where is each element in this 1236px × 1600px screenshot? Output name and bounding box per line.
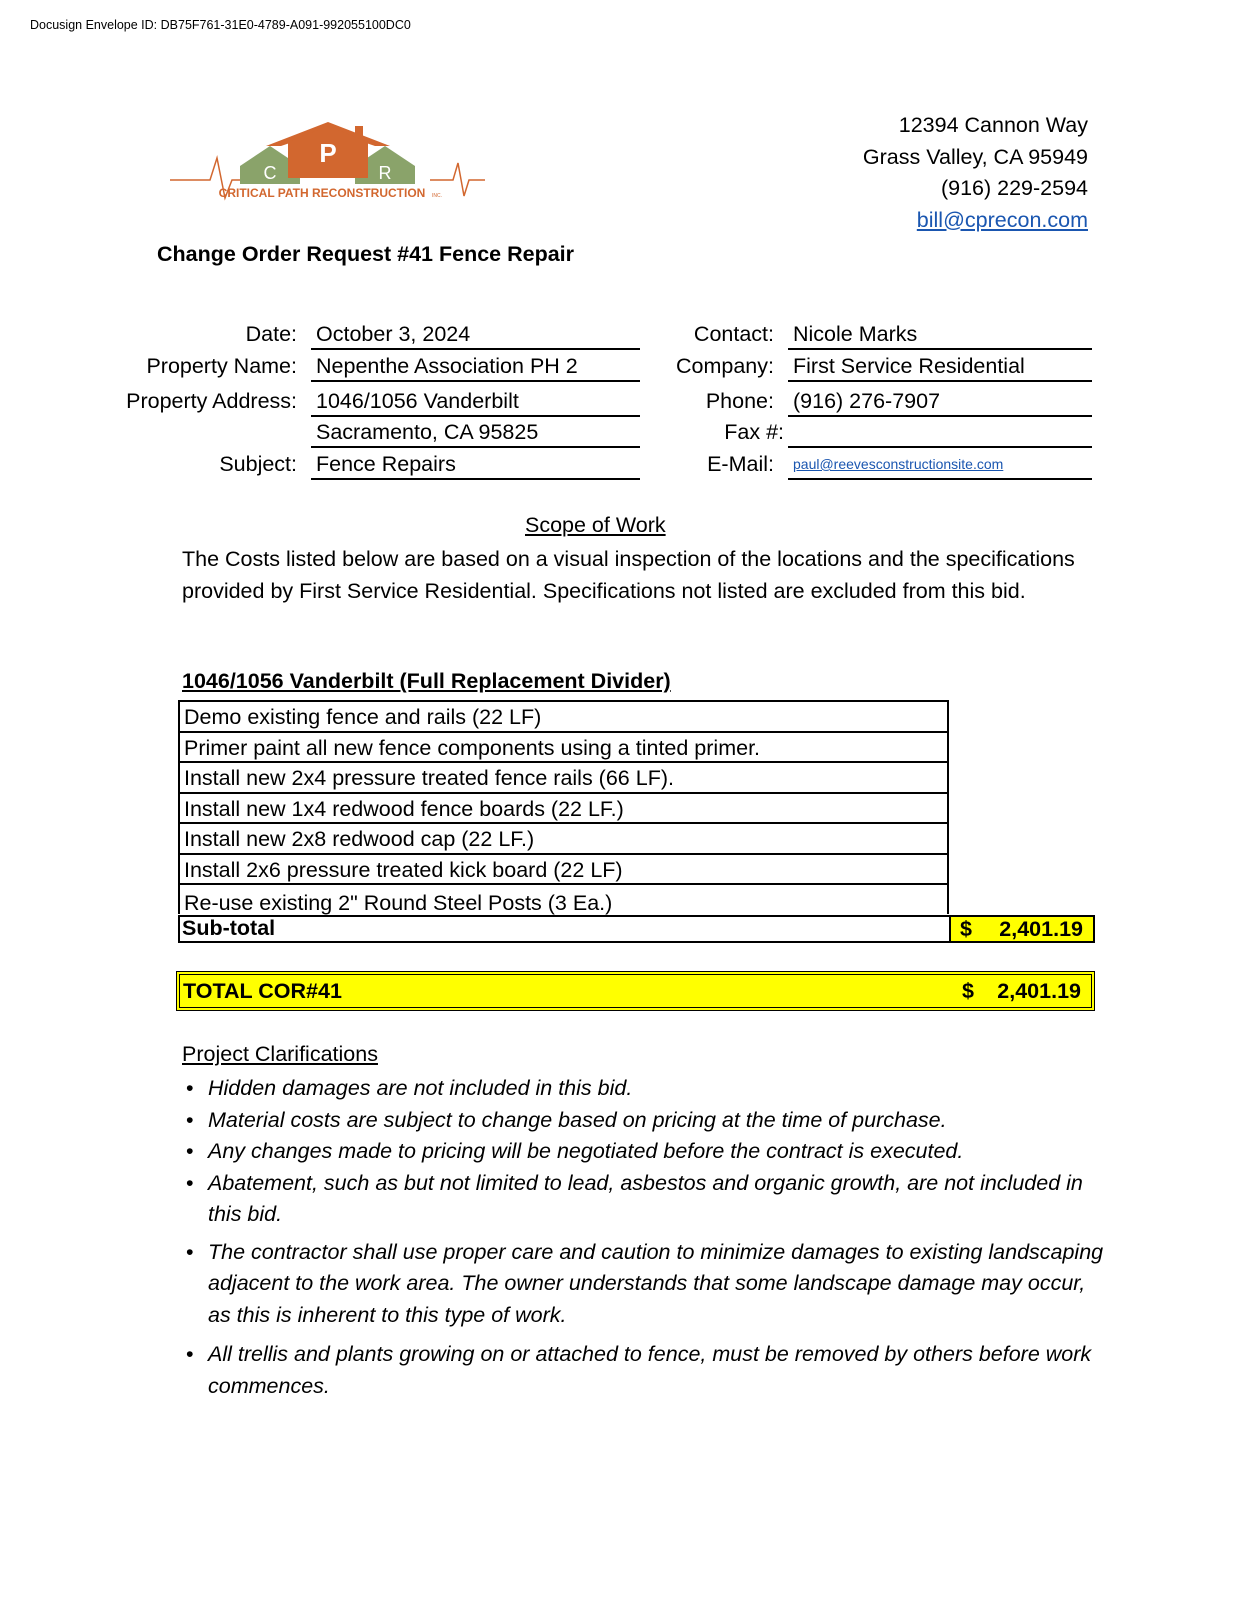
subtotal-amount: 2,401.19 bbox=[999, 917, 1083, 941]
subject-value: Fence Repairs bbox=[311, 448, 640, 480]
work-item: Install new 2x8 redwood cap (22 LF.) bbox=[178, 822, 949, 853]
work-item: Demo existing fence and rails (22 LF) bbox=[178, 700, 949, 731]
bullet-icon: • bbox=[186, 1170, 194, 1195]
clarification-item bbox=[186, 1339, 1106, 1402]
clarification-text: Abatement, such as but not limited to lead, asbestos and organic growth, are not included in this bid. bbox=[208, 1170, 1083, 1226]
bullet-icon: • bbox=[186, 1076, 194, 1100]
clarification-text: Any changes made to pricing will be negotiated before the contract is executed. bbox=[208, 1139, 964, 1163]
total-amount-cell bbox=[953, 979, 1091, 1007]
bullet-icon: • bbox=[186, 1342, 194, 1366]
clarification-text: All trellis and plants growing on or attached to fence, must be removed by others before work commences. bbox=[208, 1342, 1092, 1398]
company-value: First Service Residential bbox=[788, 350, 1092, 382]
logo-heartbeat-line-right bbox=[430, 163, 485, 196]
clarification-text: Material costs are subject to change based on pricing at the time of purchase. bbox=[208, 1107, 947, 1132]
work-item: Install 2x6 pressure treated kick board (22 LF) bbox=[178, 853, 949, 884]
email-label: E-Mail: bbox=[707, 452, 774, 476]
work-item: Install new 2x4 pressure treated fence rails (66 LF). bbox=[178, 761, 949, 792]
date-label: Date: bbox=[245, 322, 297, 346]
clarifications-list bbox=[186, 1073, 1106, 1402]
company-label: Company: bbox=[676, 354, 774, 378]
bullet-icon: • bbox=[186, 1107, 194, 1132]
date-value: October 3, 2024 bbox=[311, 318, 640, 350]
total-amount: 2,401.19 bbox=[997, 979, 1081, 1003]
subtotal-label: Sub-total bbox=[182, 916, 276, 940]
section-heading: 1046/1056 Vanderbilt (Full Replacement Divider) bbox=[182, 669, 671, 693]
contact-value: Nicole Marks bbox=[788, 318, 1092, 350]
company-address bbox=[863, 110, 1088, 236]
fax-label: Fax #: bbox=[724, 420, 784, 444]
envelope-id: Docusign Envelope ID: DB75F761-31E0-4789-A091-992055100DC0 bbox=[30, 18, 411, 32]
total-currency: $ bbox=[962, 979, 974, 1003]
clarification-text: Hidden damages are not included in this bid. bbox=[208, 1076, 633, 1100]
clarification-item bbox=[186, 1237, 1106, 1332]
property-address-value: 1046/1056 Vanderbilt bbox=[311, 385, 640, 417]
clarification-text: The contractor shall use proper care and caution to minimize damages to existing landscaping adjacent to the work area. The owner understands that some landscape damage may occur, as this is inherent to this type of work. bbox=[208, 1239, 1104, 1327]
logo-suffix: INC. bbox=[432, 193, 442, 199]
property-name-label: Property Name: bbox=[146, 354, 297, 378]
property-name-value: Nepenthe Association PH 2 bbox=[311, 350, 640, 382]
logo-company-name: CRITICAL PATH RECONSTRUCTION bbox=[218, 186, 426, 200]
total-label: TOTAL COR#41 bbox=[183, 979, 342, 1003]
scope-text: The Costs listed below are based on a visual inspection of the locations and the specifications provided by First Service Residential. Specifications not listed are excluded from this bid. bbox=[182, 547, 1075, 603]
clarification-item bbox=[186, 1105, 1106, 1137]
logo-letter-r: R bbox=[378, 163, 392, 183]
clarification-item bbox=[186, 1136, 1106, 1168]
bullet-icon: • bbox=[186, 1139, 194, 1163]
subtotal-currency: $ bbox=[960, 917, 972, 941]
work-items-table bbox=[178, 700, 949, 914]
phone-label: Phone: bbox=[705, 389, 774, 413]
address-line1: 12394 Cannon Way bbox=[898, 113, 1088, 137]
fax-value bbox=[788, 416, 1092, 448]
company-logo bbox=[170, 118, 490, 208]
address-email-link[interactable]: bill@cprecon.com bbox=[916, 207, 1088, 232]
address-phone: (916) 229-2594 bbox=[940, 176, 1088, 200]
address-line2: Grass Valley, CA 95949 bbox=[862, 144, 1088, 169]
email-value bbox=[788, 448, 1092, 480]
property-city-value: Sacramento, CA 95825 bbox=[311, 416, 640, 448]
logo-letter-p: P bbox=[319, 138, 337, 168]
phone-value: (916) 276-7907 bbox=[788, 385, 1092, 417]
total-row bbox=[176, 971, 1095, 1011]
subject-label: Subject: bbox=[219, 452, 297, 476]
logo-letter-c: C bbox=[263, 163, 277, 183]
email-link[interactable]: paul@reevesconstructionsite.com bbox=[793, 456, 1004, 472]
document-title: Change Order Request #41 Fence Repair bbox=[157, 242, 575, 266]
subtotal-row bbox=[178, 915, 1093, 943]
contact-label: Contact: bbox=[693, 322, 774, 346]
clarification-item bbox=[186, 1073, 1106, 1105]
bullet-icon: • bbox=[186, 1239, 194, 1264]
work-item: Re-use existing 2" Round Steel Posts (3 Ea.) bbox=[178, 883, 949, 914]
property-address-label: Property Address: bbox=[126, 389, 297, 413]
clarification-item bbox=[186, 1168, 1106, 1231]
logo-chimney bbox=[355, 126, 363, 138]
work-item: Install new 1x4 redwood fence boards (22 LF.) bbox=[178, 792, 949, 823]
work-item: Primer paint all new fence components using a tinted primer. bbox=[178, 731, 949, 762]
subtotal-amount-cell bbox=[949, 915, 1095, 943]
clarifications-heading: Project Clarifications bbox=[182, 1042, 378, 1066]
scope-heading: Scope of Work bbox=[525, 513, 666, 537]
